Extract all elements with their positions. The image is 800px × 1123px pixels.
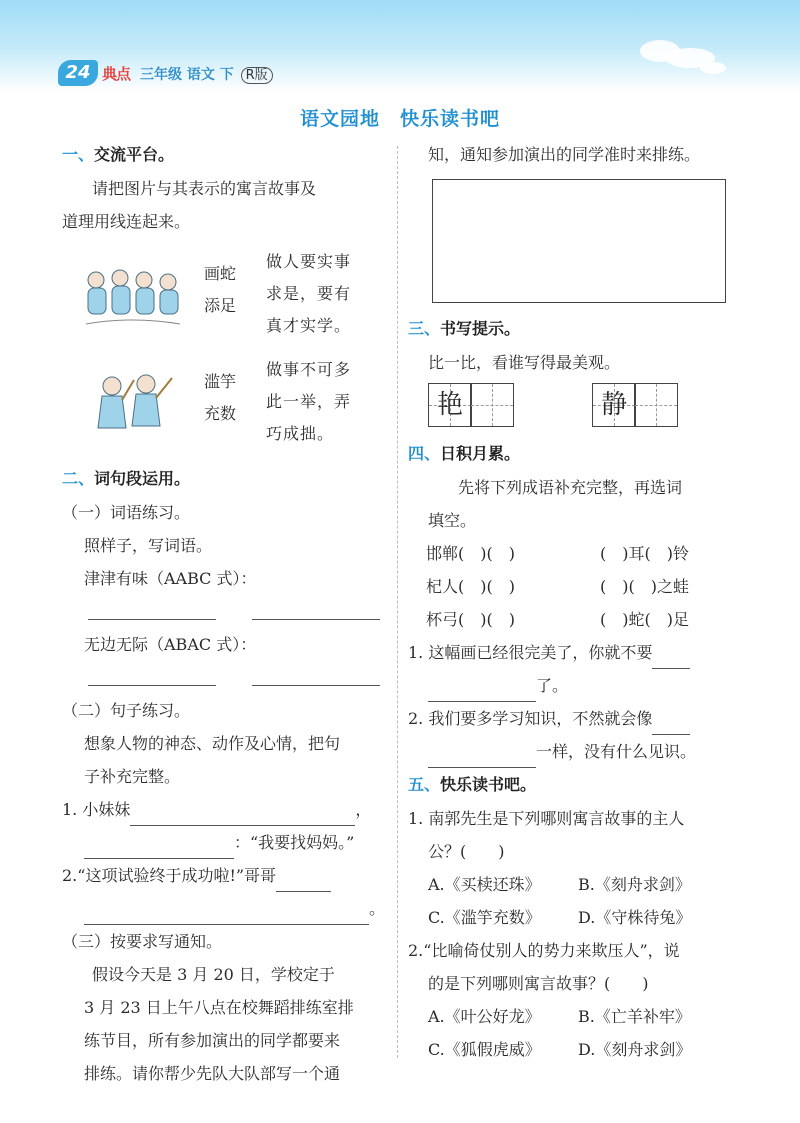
fable-name-line: 画蛇 — [204, 264, 237, 283]
answer-blank[interactable] — [428, 681, 536, 702]
writing-grid-row — [408, 379, 738, 437]
answer-blank[interactable] — [88, 685, 216, 686]
answer-blank[interactable] — [84, 904, 369, 925]
question: 1. 南郭先生是下列哪则寓言故事的主人 — [408, 809, 685, 828]
instruction: 想象人物的神态、动作及心情，把句 — [84, 734, 341, 753]
page-title: 语文园地 快乐读书吧 — [299, 108, 500, 130]
answer-blank[interactable] — [252, 685, 380, 686]
question-text: 1. 小妹妹 — [62, 800, 131, 819]
question-text: 2. 我们要多学习知识，不然就会像 — [408, 709, 653, 728]
answer-blank[interactable] — [652, 714, 690, 735]
instruction: 比一比，看谁写得最美观。 — [428, 353, 621, 372]
notice-text: 排练。请你帮少先队大队部写一个通 — [84, 1064, 341, 1083]
question — [62, 859, 387, 892]
section-label: 交流平台。 — [94, 145, 175, 164]
edition-tag: R版 — [241, 67, 273, 84]
tianzige-cell[interactable] — [470, 383, 514, 427]
right-column — [408, 138, 738, 172]
idiom-item[interactable]: 杞人( )( ) — [426, 577, 515, 596]
fable-row — [62, 252, 387, 342]
option-row — [408, 868, 738, 901]
question-text: 一样，没有什么见识。 — [536, 742, 697, 761]
option-b[interactable]: B.《亡羊补牢》 — [578, 1007, 691, 1026]
instruction: 照样子，写词语。 — [84, 536, 213, 555]
instruction: 先将下列成语补充完整，再选词 — [458, 478, 683, 497]
question — [408, 669, 738, 702]
question — [62, 826, 387, 859]
tianzige-cell — [428, 383, 472, 427]
option-d[interactable]: D.《刻舟求剑》 — [578, 1040, 692, 1059]
idiom-item[interactable]: ( )耳( )铃 — [600, 544, 689, 563]
option-c[interactable]: C.《狐假虎威》 — [428, 1040, 541, 1059]
option-a[interactable]: A.《买椟还珠》 — [428, 875, 541, 894]
notice-writing-box[interactable] — [432, 179, 726, 303]
option-row — [408, 1033, 738, 1066]
section-heading — [408, 437, 738, 471]
section-label: 书写提示。 — [440, 319, 521, 338]
option-row — [408, 901, 738, 934]
section-number: 四、 — [408, 444, 441, 463]
question[interactable]: 的是下列哪则寓言故事？( ) — [428, 974, 649, 993]
answer-blank[interactable] — [652, 648, 690, 669]
section-number: 一、 — [62, 145, 95, 164]
tianzige-cell — [592, 383, 636, 427]
example-word: 无边无际（ABAC 式）： — [84, 635, 257, 654]
right-column-lower — [408, 312, 738, 1066]
subsection-heading: （一）词语练习。 — [62, 503, 191, 522]
option-c[interactable]: C.《滥竽充数》 — [428, 908, 541, 927]
instruction: 填空。 — [428, 511, 477, 530]
moral-line: 求是，要有 — [266, 284, 352, 303]
question — [408, 735, 738, 768]
question — [408, 636, 738, 669]
four-children-drawing-icon — [82, 262, 182, 332]
idiom-row — [408, 570, 738, 603]
series-label — [140, 64, 273, 84]
question-text: 2.“这项试验终于成功啦!”哥哥 — [62, 866, 277, 885]
question-text: ：“我要找妈妈。” — [234, 833, 355, 852]
idiom-item[interactable]: ( )( )之蛙 — [600, 577, 689, 596]
punct: ， — [355, 800, 372, 819]
option-a[interactable]: A.《叶公好龙》 — [428, 1007, 541, 1026]
answer-blank[interactable] — [428, 747, 536, 768]
musicians-playing-icon — [82, 370, 182, 440]
answer-blank[interactable] — [130, 805, 355, 826]
notice-text: 3 月 23 日上午八点在校舞蹈排练室排 — [84, 998, 354, 1017]
idiom-row — [408, 603, 738, 636]
punct: 。 — [369, 899, 386, 918]
section-label: 日积月累。 — [440, 444, 521, 463]
option-b[interactable]: B.《刻舟求剑》 — [578, 875, 691, 894]
fable-name — [204, 366, 244, 430]
column-divider — [397, 146, 398, 1058]
left-column — [62, 138, 387, 1090]
idiom-row — [408, 537, 738, 570]
moral-line: 做人要实事 — [266, 252, 352, 271]
moral-line: 做事不可多 — [266, 360, 352, 379]
subsection-heading: （三）按要求写通知。 — [62, 932, 223, 951]
instruction: 请把图片与其表示的寓言故事及 — [92, 179, 317, 198]
question — [62, 793, 387, 826]
page-number: 24 — [58, 60, 98, 86]
idiom-item[interactable]: ( )蛇( )足 — [600, 610, 689, 629]
section-number: 二、 — [62, 469, 95, 488]
question — [62, 892, 387, 925]
question — [408, 702, 738, 735]
model-char: 艳 — [436, 390, 463, 420]
notice-text: 假设今天是 3 月 20 日，学校定于 — [92, 965, 335, 984]
fable-name — [204, 258, 244, 322]
idiom-item[interactable]: 杯弓( )( ) — [426, 610, 515, 629]
subsection-heading: （二）句子练习。 — [62, 701, 191, 720]
series-text: 三年级 语文 下 — [140, 67, 234, 83]
instruction: 子补充完整。 — [84, 767, 181, 786]
moral-line: 真才实学。 — [266, 316, 352, 335]
moral-line: 此一举，弄 — [266, 392, 352, 411]
cloud-icon — [700, 62, 726, 74]
moral-line: 巧成拙。 — [266, 424, 335, 443]
example-word: 津津有味（AABC 式）： — [84, 569, 257, 588]
section-number: 三、 — [408, 319, 441, 338]
option-row — [408, 1000, 738, 1033]
fable-name-line: 滥竽 — [204, 372, 237, 391]
fable-row — [62, 360, 387, 450]
answer-blank[interactable] — [252, 619, 380, 620]
notice-text: 练节目，所有参加演出的同学都要来 — [84, 1031, 341, 1050]
section-heading — [62, 462, 387, 496]
fable-name-line: 添足 — [204, 296, 237, 315]
question[interactable]: 公？( ) — [428, 842, 505, 861]
option-d[interactable]: D.《守株待兔》 — [578, 908, 692, 927]
notice-text: 知，通知参加演出的同学准时来排练。 — [428, 145, 701, 164]
fable-moral — [266, 246, 376, 342]
instruction: 道理用线连起来。 — [62, 212, 191, 231]
answer-blanks — [62, 595, 387, 628]
answer-blanks — [62, 661, 387, 694]
idiom-item[interactable]: 邯郸( )( ) — [426, 544, 515, 563]
section-heading — [62, 138, 387, 172]
answer-blank[interactable] — [88, 619, 216, 620]
tianzige-cell[interactable] — [634, 383, 678, 427]
question-text: 1. 这幅画已经很完美了，你就不要 — [408, 643, 653, 662]
section-heading — [408, 312, 738, 346]
answer-blank[interactable] — [276, 871, 331, 892]
section-label: 快乐读书吧。 — [440, 775, 537, 794]
section-heading — [408, 768, 738, 802]
brand-logo: 典点 — [102, 65, 131, 83]
section-label: 词句段运用。 — [94, 469, 191, 488]
fable-name-line: 充数 — [204, 404, 237, 423]
question: 2.“比喻倚仗别人的势力来欺压人”，说 — [408, 941, 680, 960]
answer-blank[interactable] — [84, 838, 234, 859]
question-text: 了。 — [536, 676, 569, 695]
model-char: 静 — [601, 390, 628, 420]
section-number: 五、 — [408, 775, 441, 794]
fable-moral — [266, 354, 376, 450]
